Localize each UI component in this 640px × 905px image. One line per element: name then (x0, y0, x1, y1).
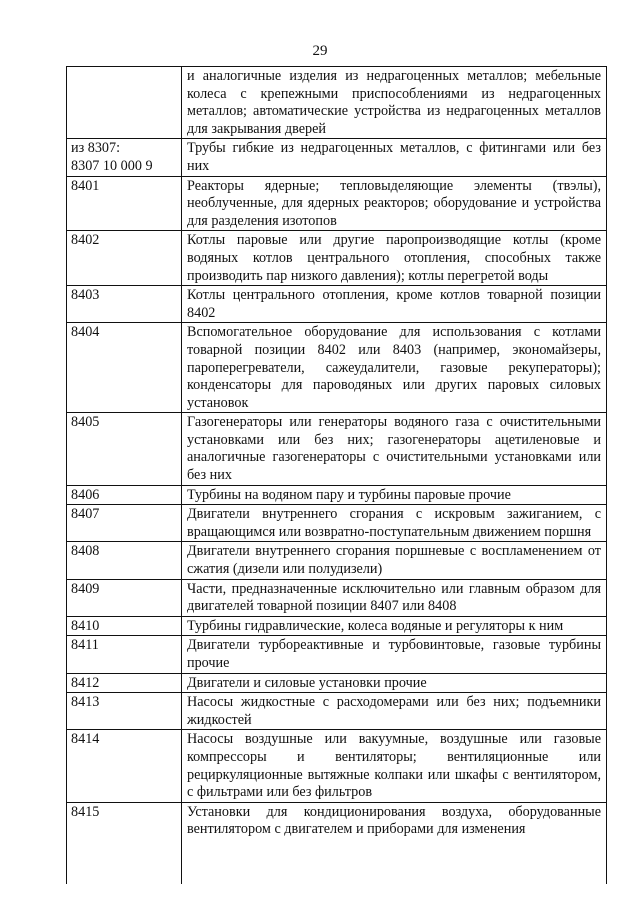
code-cell: 8414 (67, 730, 182, 802)
code-cell: 8412 (67, 673, 182, 693)
table-row (67, 139, 607, 176)
description-cell: Реакторы ядерные; тепловыделяющие элементы (твэлы), необлученные, для ядерных реакторов; оборудование и устройства для разделения изотопов (182, 176, 607, 231)
code-cell: 8402 (67, 231, 182, 286)
description-cell: Насосы жидкостные с расходомерами или без них; подъемники жидкостей (182, 693, 607, 730)
table-row (67, 616, 607, 636)
table-row (67, 485, 607, 505)
table-row (67, 730, 607, 802)
description-cell: Насосы воздушные или вакуумные, воздушные или газовые компрессоры и вентиляторы; вентиляционные или рециркуляционные вытяжные колпаки или шкафы с вентилятором, с фильтрами или без фильтров (182, 730, 607, 802)
code-cell: 8404 (67, 323, 182, 413)
code-cell (67, 139, 182, 176)
table-row (67, 505, 607, 542)
description-cell: Двигатели турбореактивные и турбовинтовые, газовые турбины прочие (182, 636, 607, 673)
code-cell: 8409 (67, 579, 182, 616)
table-row (67, 286, 607, 323)
description-cell: Двигатели внутреннего сгорания с искровым зажиганием, с вращающимся или возвратно-поступательным движением поршня (182, 505, 607, 542)
tariff-table (66, 66, 607, 884)
table-row (67, 693, 607, 730)
code-cell: 8410 (67, 616, 182, 636)
page-number: 29 (312, 43, 328, 59)
description-cell: Установки для кондиционирования воздуха, оборудованные вентилятором с двигателем и приборами для изменения (182, 802, 607, 884)
table-row (67, 231, 607, 286)
code-cell: 8406 (67, 485, 182, 505)
table-row (67, 67, 607, 139)
code-cell: 8407 (67, 505, 182, 542)
code-cell: 8415 (67, 802, 182, 884)
description-cell: Турбины гидравлические, колеса водяные и регуляторы к ним (182, 616, 607, 636)
description-cell: Котлы паровые или другие паропроизводящие котлы (кроме водяных котлов центрального отопления, способных также производить пар низкого давления); котлы перегретой воды (182, 231, 607, 286)
description-cell: Двигатели и силовые установки прочие (182, 673, 607, 693)
table-row (67, 542, 607, 579)
description-cell: и аналогичные изделия из недрагоценных металлов; мебельные колеса с крепежными приспособлениями из недрагоценных металлов; автоматические устройства из недрагоценных металлов для закрывания дверей (182, 67, 607, 139)
description-cell: Котлы центрального отопления, кроме котлов товарной позиции 8402 (182, 286, 607, 323)
code-cell: 8405 (67, 413, 182, 485)
code-subheading: 8307 10 000 9 (71, 157, 153, 174)
description-cell: Газогенераторы или генераторы водяного газа с очистительными установками или без них; газогенераторы ацетиленовые и аналогичные газогенераторы с очистительными установками или без них (182, 413, 607, 485)
code-cell: 8413 (67, 693, 182, 730)
code-cell: 8403 (67, 286, 182, 323)
table-row (67, 636, 607, 673)
description-cell: Вспомогательное оборудование для использования с котлами товарной позиции 8402 или 8403 (например, экономайзеры, пароперегреватели, сажеудалители, газовые рекуператоры); конденсаторы для пароводяных или других паровых силовых установок (182, 323, 607, 413)
table-row (67, 323, 607, 413)
table-row (67, 802, 607, 884)
table-row (67, 176, 607, 231)
table-row (67, 413, 607, 485)
description-cell: Части, предназначенные исключительно или главным образом для двигателей товарной позиции 8407 или 8408 (182, 579, 607, 616)
description-cell: Двигатели внутреннего сгорания поршневые с воспламенением от сжатия (дизели или полудизели) (182, 542, 607, 579)
code-cell: 8408 (67, 542, 182, 579)
code-cell: 8401 (67, 176, 182, 231)
code-cell: 8411 (67, 636, 182, 673)
table-row (67, 579, 607, 616)
table-row (67, 673, 607, 693)
description-cell: Трубы гибкие из недрагоценных металлов, с фитингами или без них (182, 139, 607, 176)
code-cell (67, 67, 182, 139)
code-heading: из 8307: (71, 140, 121, 157)
description-cell: Турбины на водяном пару и турбины паровые прочие (182, 485, 607, 505)
